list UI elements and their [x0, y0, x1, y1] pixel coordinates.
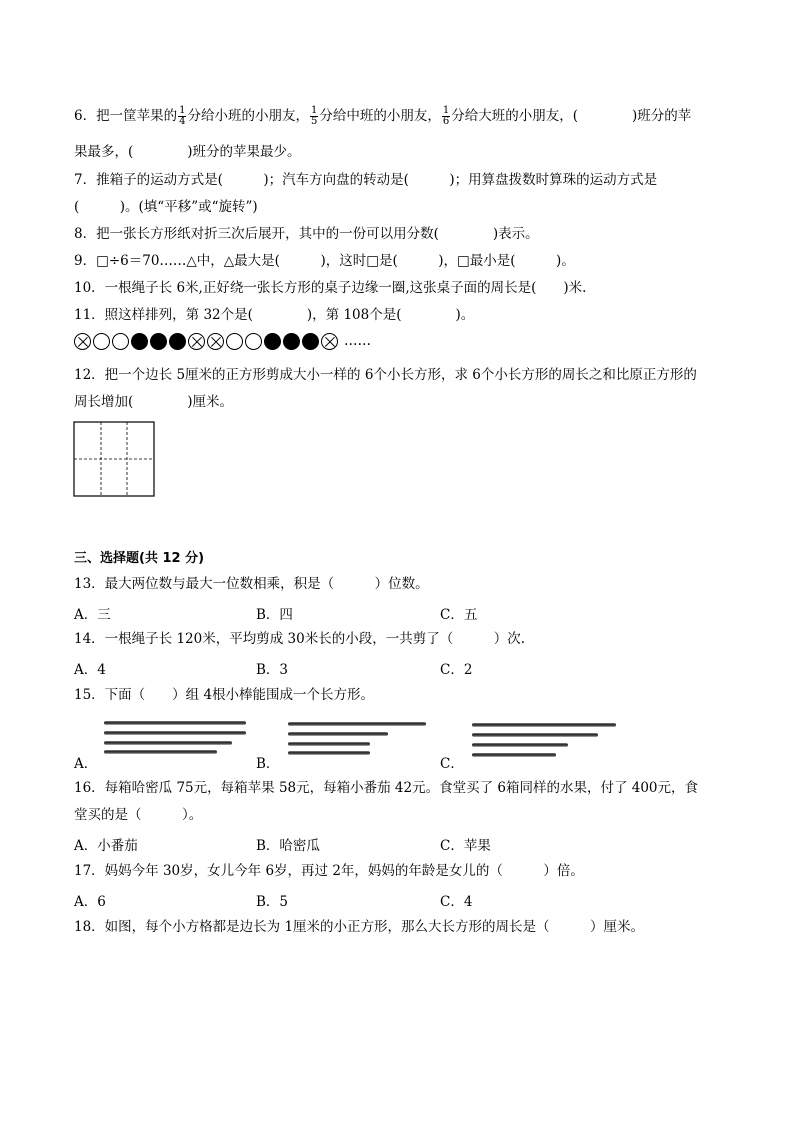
question-15: 15．下面（ ）组 4根小棒能围成一个长方形。	[74, 687, 375, 703]
stick	[288, 742, 370, 746]
question-17: 17．妈妈今年 30岁，女儿今年 6岁，再过 2年，妈妈的年龄是女儿的（ ）倍。	[74, 863, 584, 879]
filled-circle-symbol	[169, 333, 186, 350]
stick	[472, 753, 556, 757]
crossed-circle-symbol	[74, 333, 91, 350]
symbol-pattern	[74, 332, 371, 350]
q17-option-c: C．4	[440, 894, 473, 910]
filled-circle-symbol	[302, 333, 319, 350]
q17-option-b: B．5	[256, 894, 289, 910]
stick	[104, 750, 217, 754]
filled-circle-symbol	[131, 333, 148, 350]
question-10: 10．一根绳子长 6米,正好绕一张长方形的桌子边缘一圈,这张桌子面的周长是( )米.	[74, 280, 587, 296]
empty-circle-symbol	[245, 333, 262, 350]
fraction-one-fifth: $\frac{1}{5}$	[310, 105, 318, 127]
crossed-circle-symbol	[321, 333, 338, 350]
question-6-line-1: 6．把一筐苹果的 $\frac{1}{4}$ 分给小班的小朋友， $\frac{1}{5}$ 分给中班的小朋友， $\frac{1}{6}$ 分给大班的小朋友，( )班分的苹	[74, 105, 692, 127]
question-8: 8．把一张长方形纸对折三次后展开，其中的一份可以用分数( )表示。	[74, 226, 539, 242]
q16-option-b: B．哈密瓜	[256, 838, 320, 854]
stick	[288, 732, 388, 736]
question-9: 9．□÷6＝70……△中，△最大是( )，这时□是( )，□最小是( )。	[74, 253, 575, 269]
square-cut-diagram	[73, 421, 157, 498]
q14-option-c: C．2	[440, 662, 473, 678]
question-11: 11．照这样排列，第 32个是( )，第 108个是( )。	[74, 307, 475, 323]
q13-option-c: C．五	[440, 607, 478, 623]
q14-option-a: A．4	[74, 662, 106, 678]
question-6-line-2: 果最多，( )班分的苹果最少。	[74, 144, 301, 160]
empty-circle-symbol	[112, 333, 129, 350]
section-heading: 三、选择题(共 12 分)	[74, 551, 205, 566]
q13-option-a: A．三	[74, 607, 111, 623]
stick	[472, 743, 568, 747]
stick	[288, 751, 370, 755]
q16-option-a: A．小番茄	[74, 838, 138, 854]
question-16-line-1: 16．每箱哈密瓜 75元，每箱苹果 58元，每箱小番茄 42元。食堂买了 6箱同样的水果，付了 400元，食	[74, 780, 699, 796]
stick	[104, 741, 232, 745]
question-14: 14．一根绳子长 120米，平均剪成 30米长的小段，一共剪了（ ）次.	[74, 631, 525, 647]
crossed-circle-symbol	[188, 333, 205, 350]
question-7-line-1: 7．推箱子的运动方式是( )；汽车方向盘的转动是( )；用算盘拨数时算珠的运动方式是	[74, 172, 658, 188]
question-18: 18．如图，每个小方格都是边长为 1厘米的小正方形，那么大长方形的周长是（ ）厘米。	[74, 919, 645, 935]
question-12-line-1: 12．把一个边长 5厘米的正方形剪成大小一样的 6个小长方形，求 6个小长方形的周长之和比原正方形的	[74, 367, 697, 383]
stick	[288, 722, 426, 726]
q15-option-c: C．	[440, 756, 464, 772]
filled-circle-symbol	[150, 333, 167, 350]
fraction-one-quarter: $\frac{1}{4}$	[179, 105, 186, 127]
q14-option-b: B．3	[256, 662, 289, 678]
filled-circle-symbol	[264, 333, 281, 350]
empty-circle-symbol	[226, 333, 243, 350]
empty-circle-symbol	[93, 333, 110, 350]
filled-circle-symbol	[283, 333, 300, 350]
q16-option-c: C．苹果	[440, 838, 491, 854]
stick	[104, 731, 246, 735]
question-7-line-2: ( )。(填“平移”或“旋转”)	[74, 199, 258, 215]
stick	[472, 723, 616, 727]
fraction-one-sixth: $\frac{1}{6}$	[442, 105, 450, 127]
question-12-line-2: 周长增加( )厘米。	[74, 394, 234, 410]
q15-option-b: B．	[256, 756, 280, 772]
stick	[104, 721, 246, 725]
pattern-ellipsis: ……	[344, 333, 371, 349]
question-16-line-2: 堂买的是（ ）。	[74, 807, 203, 823]
stick	[472, 733, 598, 737]
crossed-circle-symbol	[207, 333, 224, 350]
q13-option-b: B．四	[256, 607, 293, 623]
question-13: 13．最大两位数与最大一位数相乘，积是（ ）位数。	[74, 576, 429, 592]
q15-option-a: A．	[74, 756, 98, 772]
q17-option-a: A．6	[74, 894, 106, 910]
